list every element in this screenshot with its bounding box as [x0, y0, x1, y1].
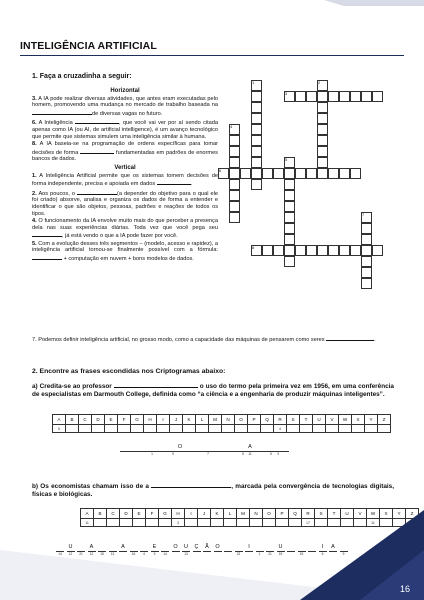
vertical-heading: Vertical	[114, 164, 136, 171]
crossword-number: 5	[285, 157, 288, 162]
crossword-cell[interactable]	[361, 223, 372, 234]
key-letter: P	[248, 415, 261, 425]
slot-code: 14	[163, 552, 167, 556]
slot-code: 9	[153, 552, 156, 556]
answer-blank[interactable]	[77, 189, 117, 195]
crossword-cell[interactable]	[229, 201, 240, 212]
crossword-cell[interactable]	[317, 91, 328, 102]
key-code[interactable]	[118, 425, 131, 433]
key-letter: E	[133, 509, 146, 519]
answer-blank[interactable]	[75, 118, 119, 124]
crossword-cell[interactable]	[251, 91, 262, 102]
slot-code: 4	[143, 552, 145, 556]
slot-code: 7	[207, 452, 209, 456]
crossword-number: 1	[252, 80, 255, 85]
key-code[interactable]	[326, 425, 339, 433]
slot-code: 1	[258, 552, 261, 556]
slot-letter: A	[331, 544, 335, 550]
key-code[interactable]	[79, 425, 92, 433]
page-title: INTELIGÊNCIA ARTIFICIAL	[20, 40, 157, 52]
key-letter: K	[211, 509, 224, 519]
key-code[interactable]	[183, 425, 196, 433]
key-letter: B	[66, 415, 79, 425]
slot-letter	[281, 444, 289, 450]
slot-code: 22	[236, 552, 241, 556]
cryptogram-b-prompt: b) Os economistas chamam isso de a , marcada pela convergência de tecnologias digitais, físicas e biológicas.	[32, 483, 394, 498]
slot-code: 9	[172, 452, 174, 456]
key-code[interactable]	[365, 425, 378, 433]
key-code[interactable]	[248, 425, 261, 433]
crossword-cell[interactable]	[251, 168, 262, 179]
crossword-cell[interactable]	[295, 168, 306, 179]
crossword-cell[interactable]	[284, 234, 295, 245]
key-code[interactable]	[352, 425, 365, 433]
crossword-cell[interactable]	[306, 245, 317, 256]
crossword-number: 2	[318, 80, 321, 85]
crossword-cell[interactable]	[284, 190, 295, 201]
key-code[interactable]: 11	[367, 519, 380, 527]
slot-code: 14	[58, 552, 62, 556]
crossword-cell[interactable]	[317, 113, 328, 124]
key-code[interactable]	[313, 425, 326, 433]
key-code[interactable]	[378, 425, 391, 433]
key-letter: U	[313, 415, 326, 425]
key-letter: G	[131, 415, 144, 425]
crossword-cell[interactable]	[361, 245, 372, 256]
key-code[interactable]	[92, 425, 105, 433]
slot-code: 12	[89, 552, 94, 556]
slot-letter: Ç	[194, 544, 199, 550]
key-letter: M	[209, 415, 222, 425]
key-code[interactable]	[287, 425, 300, 433]
clue-7: 7. Podemos definir inteligência artificial, no grosso modo, como a capacidade das máquinas de pensarem como seres .	[32, 337, 376, 343]
slot-letter: Ã	[205, 544, 209, 550]
key-code[interactable]	[105, 425, 118, 433]
slot-code: 16	[131, 552, 136, 556]
crossword-cell[interactable]	[317, 146, 328, 157]
key-letter: M	[237, 509, 250, 519]
slot-letter: E	[152, 544, 157, 550]
key-letter: I	[185, 509, 198, 519]
key-letter: K	[183, 415, 196, 425]
crossword-cell[interactable]	[361, 256, 372, 267]
key-letter: Y	[393, 509, 406, 519]
cryptogram-a-prompt: a) Credita-se ao professor o uso do termo pela primeira vez em 1956, em uma conferência de especialistas em Darmouth College, definida como “a ciência e a engenharia de produzir máquinas inteligentes”.	[32, 383, 394, 398]
crossword-cell[interactable]	[339, 245, 350, 256]
crossword-cell[interactable]	[350, 245, 361, 256]
slot-code: 6	[321, 552, 324, 556]
key-letter: L	[224, 509, 237, 519]
crossword-cell[interactable]	[251, 179, 262, 190]
slot-letter: U	[184, 544, 188, 550]
crossword-cell[interactable]	[240, 168, 251, 179]
crossword-cell[interactable]	[372, 245, 383, 256]
key-code[interactable]	[222, 425, 235, 433]
crossword-cell[interactable]	[284, 201, 295, 212]
crossword-cell[interactable]	[361, 278, 372, 289]
slot-letter: I	[321, 544, 324, 550]
slot-letter: A	[121, 544, 125, 550]
key-letter: F	[118, 415, 131, 425]
slot-code: 5	[242, 452, 244, 456]
clue-v5: 5. Com a evolução desses três segmentos – (modelo, acesso e rapidez), a inteligência artificial tornou-se finalmente possível com a fórmula: + computação em nuvem + bons modelos de dados.	[32, 240, 218, 263]
crossword-cell[interactable]	[350, 168, 361, 179]
key-letter: Q	[261, 415, 274, 425]
crossword-cell[interactable]	[284, 223, 295, 234]
slot-code: 21	[268, 552, 272, 556]
key-code[interactable]	[300, 425, 313, 433]
crossword-cell[interactable]	[229, 190, 240, 201]
cryptogram-slot[interactable]	[281, 444, 289, 452]
key-letter: I	[157, 415, 170, 425]
key-letter: Y	[365, 415, 378, 425]
key-letter: L	[196, 415, 209, 425]
key-letter: X	[380, 509, 393, 519]
slot-code: 11	[248, 452, 252, 456]
clues-column	[32, 86, 218, 264]
slot-code: 15	[100, 552, 104, 556]
crossword-cell[interactable]	[229, 179, 240, 190]
key-letter: W	[339, 415, 352, 425]
key-letter: A	[53, 415, 66, 425]
slot-code: 15	[278, 552, 283, 556]
key-letter: N	[250, 509, 263, 519]
crossword-cell[interactable]	[273, 245, 284, 256]
crossword-cell[interactable]	[328, 168, 339, 179]
key-code[interactable]: 11	[81, 519, 94, 527]
key-letter: D	[120, 509, 133, 519]
crossword-cell[interactable]	[306, 168, 317, 179]
slot-letter: I	[248, 544, 250, 550]
key-letter: Z	[406, 509, 419, 519]
crossword-cell[interactable]	[328, 91, 339, 102]
key-code[interactable]	[235, 425, 248, 433]
crossword-cell[interactable]	[262, 168, 273, 179]
slot-code: 3	[277, 452, 279, 456]
key-letter: V	[354, 509, 367, 519]
key-letter: R	[302, 509, 315, 519]
title-divider	[20, 55, 404, 56]
slot-letter: O	[215, 544, 220, 550]
clue-h8: 8. A IA baseia-se na programação de ordens específicas para tomar decisões de forma fundamentadas em padrões de enormes bancos de dados.	[32, 141, 219, 163]
key-code[interactable]	[339, 425, 352, 433]
key-code[interactable]	[196, 425, 209, 433]
crossword-cell[interactable]	[251, 102, 262, 113]
slot-code: 21	[79, 552, 83, 556]
page-number: 16	[399, 584, 410, 594]
crossword-cell[interactable]	[361, 91, 372, 102]
crossword-number: 3	[285, 91, 288, 96]
question-2-title: 2. Encontre as frases escondidas nos Criptogramas abaixo:	[32, 368, 226, 375]
slot-code: 9	[342, 552, 345, 556]
crossword-cell[interactable]	[229, 212, 240, 223]
slot-code: 13	[184, 552, 188, 556]
key-letter: P	[276, 509, 289, 519]
slot-letter: U	[68, 544, 73, 550]
horizontal-heading: Horizontal	[110, 88, 140, 94]
key-code[interactable]: 4	[274, 425, 287, 433]
key-letter: H	[144, 415, 157, 425]
key-letter: Z	[378, 415, 391, 425]
key-code[interactable]	[157, 425, 170, 433]
slot-letter: O	[173, 544, 178, 550]
slot-letter: O	[177, 444, 183, 450]
answer-blank[interactable]	[32, 254, 62, 260]
key-code[interactable]	[144, 425, 157, 433]
key-letter: N	[222, 415, 235, 425]
crossword-grid	[218, 80, 398, 370]
key-letter: U	[341, 509, 354, 519]
clue-h3: 3. A IA pode realizar diversas atividades, que antes eram executadas pelo homem, promovendo uma mudança no mercado de trabalho baseada na de diversas vagas no futuro.	[32, 95, 219, 117]
crossword-cell[interactable]	[229, 168, 240, 179]
key-letter: O	[263, 509, 276, 519]
header-corner-art	[284, 0, 424, 18]
crossword-cell[interactable]	[262, 245, 273, 256]
crossword-cell[interactable]	[306, 91, 317, 102]
slot-code: 1	[151, 452, 153, 456]
crossword-cell[interactable]	[284, 179, 295, 190]
key-code[interactable]	[170, 425, 183, 433]
crossword-cell[interactable]	[361, 234, 372, 245]
crossword-number: 7	[362, 212, 365, 217]
crossword-cell[interactable]	[295, 91, 306, 102]
key-letter: S	[287, 415, 300, 425]
slot-line	[281, 451, 289, 452]
answer-blank[interactable]	[114, 382, 198, 388]
crossword-cell[interactable]	[229, 157, 240, 168]
slot-code: 13	[110, 552, 115, 556]
key-letter: S	[315, 509, 328, 519]
key-code[interactable]: 17	[302, 519, 315, 527]
crossword-cell[interactable]	[284, 245, 295, 256]
slot-letter: A	[248, 444, 252, 450]
key-code[interactable]: 3	[172, 519, 185, 527]
crossword-cell[interactable]	[229, 135, 240, 146]
key-code[interactable]	[261, 425, 274, 433]
slot-code: 15	[299, 552, 304, 556]
key-letter: H	[172, 509, 185, 519]
key-letter: J	[198, 509, 211, 519]
clue-h6: 6. A Inteligência , que você vai ver por aí sendo citada apenas como IA (ou AI, de artificial intelligence), é um avanço tecnológico que permite que sistemas simulem uma inteligência similar à humana.	[32, 120, 218, 140]
crossword-cell[interactable]	[251, 157, 262, 168]
crossword-cell[interactable]	[251, 146, 262, 157]
answer-blank[interactable]	[157, 179, 191, 185]
crossword-cell[interactable]	[317, 157, 328, 168]
question-1-title: 1. Faça a cruzadinha a seguir:	[32, 73, 132, 80]
key-letter: T	[300, 415, 313, 425]
crossword-number: 6	[219, 168, 222, 173]
crossword-cell[interactable]	[317, 102, 328, 113]
slot-letter: U	[278, 544, 283, 550]
slot-code: 5	[270, 452, 272, 456]
crossword-cell[interactable]	[339, 168, 350, 179]
crossword-cell[interactable]	[317, 135, 328, 146]
key-letter: T	[328, 509, 341, 519]
answer-blank[interactable]	[32, 109, 92, 115]
crossword-cell[interactable]	[284, 256, 295, 267]
key-letter: G	[159, 509, 172, 519]
key-letter: O	[235, 415, 248, 425]
crossword-cell[interactable]	[361, 267, 372, 278]
key-letter: J	[170, 415, 183, 425]
crossword-number: 4	[230, 124, 233, 129]
key-letter: C	[79, 415, 92, 425]
crossword-number: 8	[252, 245, 255, 250]
clue-v1: 1. A Inteligência Artificial permite que os sistemas tomem decisões de forma independente, precisa e apoiada em dados .	[32, 172, 218, 188]
crossword-cell[interactable]	[251, 113, 262, 124]
key-code[interactable]: 5	[53, 425, 66, 433]
clue-v2: 2. Aos poucos, o (a depender do objetivo para o qual ele foi criado) absorve, analisa e organiza os dados de forma a entender e identificar o que são objetos, pessoas, padrões e reações de todos os tipos.	[32, 190, 218, 217]
crossword-cell[interactable]	[317, 245, 328, 256]
crossword-cell[interactable]	[317, 124, 328, 135]
key-code[interactable]	[209, 425, 222, 433]
key-letter: A	[81, 509, 94, 519]
crossword-cell[interactable]	[284, 168, 295, 179]
key-letter: V	[326, 415, 339, 425]
answer-blank[interactable]	[80, 148, 114, 154]
key-letter: W	[367, 509, 380, 519]
cryptogram-a-answer	[120, 444, 290, 458]
crossword-cell[interactable]	[372, 91, 383, 102]
answer-blank[interactable]	[32, 231, 62, 237]
key-letter: C	[107, 509, 120, 519]
crossword-cell[interactable]	[251, 135, 262, 146]
slot-letter: A	[89, 544, 94, 550]
key-letter: E	[105, 415, 118, 425]
slot-code: 12	[68, 552, 73, 556]
key-letter: B	[94, 509, 107, 519]
clue-v4: 4. O funcionamento da IA envolve muito mais do que perceber a presença dela nas suas experiências diárias. Toda vez que você pega seu , já está vendo o que a IA pode fazer por você.	[32, 218, 218, 240]
footer-art	[0, 480, 424, 600]
crossword-cell[interactable]	[339, 91, 350, 102]
key-letter: D	[92, 415, 105, 425]
crossword-cell[interactable]	[284, 212, 295, 223]
crossword-cell[interactable]	[295, 245, 306, 256]
key-letter: R	[274, 415, 287, 425]
key-letter: X	[352, 415, 365, 425]
key-code[interactable]	[131, 425, 144, 433]
crossword-cell[interactable]	[273, 168, 284, 179]
crossword-cell[interactable]	[229, 146, 240, 157]
key-letter: F	[146, 509, 159, 519]
cryptogram-a-key	[52, 414, 391, 433]
crossword-cell[interactable]	[328, 245, 339, 256]
crossword-cell[interactable]	[251, 124, 262, 135]
key-code[interactable]	[66, 425, 79, 433]
crossword-cell[interactable]	[317, 168, 328, 179]
key-letter: Q	[289, 509, 302, 519]
crossword-cell[interactable]	[350, 91, 361, 102]
